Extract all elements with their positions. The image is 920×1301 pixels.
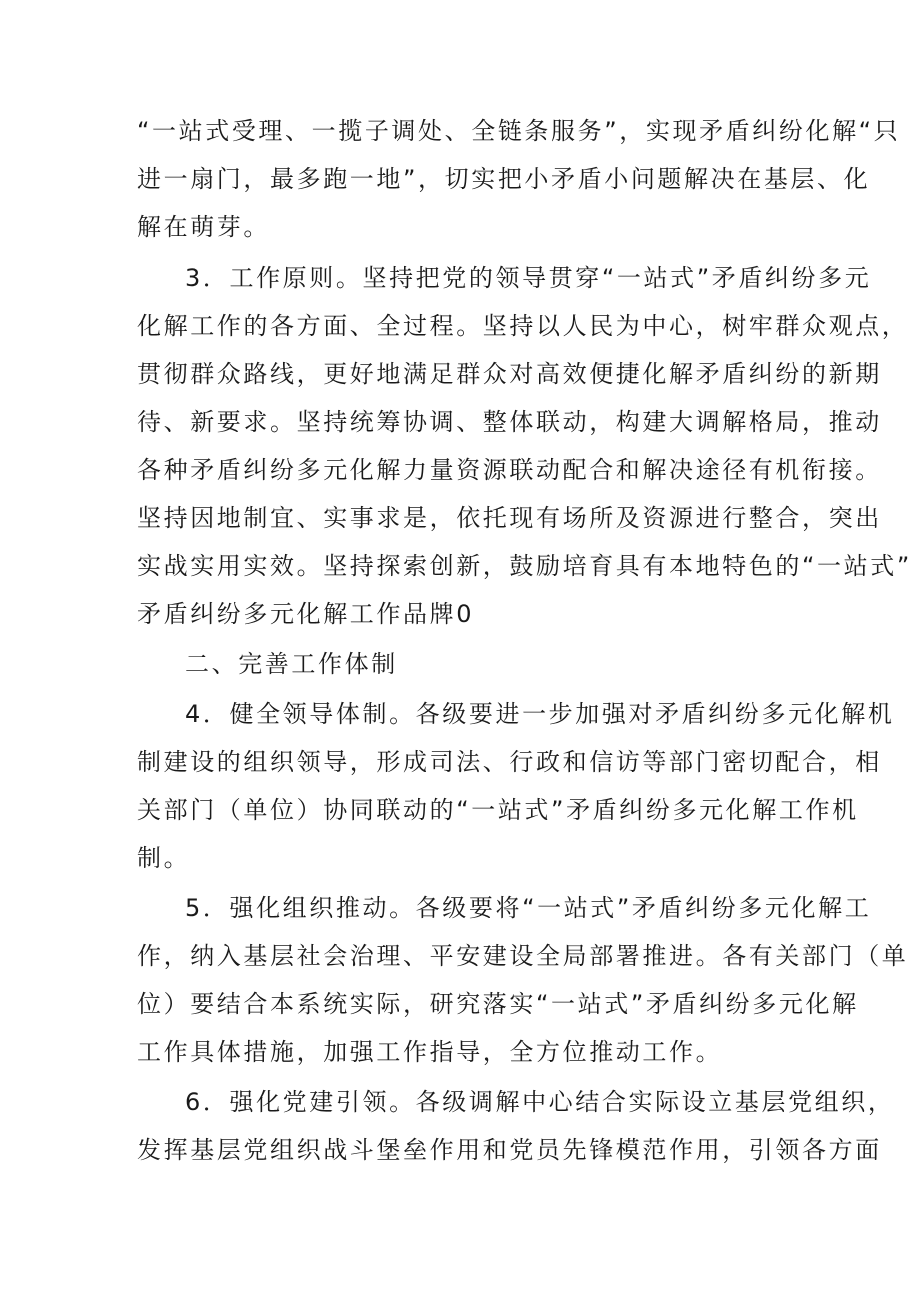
text-line: 制。 — [137, 844, 191, 872]
text-line: 化解工作的各方面、全过程。坚持以人民为中心，树牢群众观点， — [137, 312, 909, 340]
text-line: 位）要结合本系统实际，研究落实“一站式”矛盾纠纷多元化解 — [137, 990, 859, 1018]
text-line: 关部门（单位）协同联动的“一站式”矛盾纠纷多元化解工作机 — [137, 796, 859, 824]
text-line: 贯彻群众路线，更好地满足群众对高效便捷化解矛盾纠纷的新期 — [137, 360, 882, 388]
text-line: 矛盾纠纷多元化解工作品牌0 — [137, 600, 475, 628]
text-line: 实战实用实效。坚持探索创新，鼓励培育具有本地特色的“一站式” — [137, 552, 912, 580]
paragraph-6-start: 6．强化党建引领。各级调解中心结合实际设立基层党组织， — [185, 1088, 895, 1116]
text-line: 工作具体措施，加强工作指导，全方位推动工作。 — [137, 1038, 723, 1066]
text-line: 待、新要求。坚持统筹协调、整体联动，构建大调解格局，推动 — [137, 408, 882, 436]
section-heading: 二、完善工作体制 — [185, 650, 398, 678]
paragraph-4-start: 4．健全领导体制。各级要进一步加强对矛盾纠纷多元化解机 — [185, 700, 895, 728]
text-line: 解在萌芽。 — [137, 213, 270, 241]
text-line: 发挥基层党组织战斗堡垒作用和党员先锋模范作用，引领各方面 — [137, 1136, 882, 1164]
text-line: 进一扇门，最多跑一地”，切实把小矛盾小问题解决在基层、化 — [137, 165, 871, 193]
text-line: 作，纳入基层社会治理、平安建设全局部署推进。各有关部门（单 — [137, 942, 909, 970]
paragraph-5-start: 5．强化组织推动。各级要将“一站式”矛盾纠纷多元化解工 — [185, 894, 872, 922]
paragraph-3-start: 3．工作原则。坚持把党的领导贯穿“一站式”矛盾纠纷多元 — [185, 264, 872, 292]
text-line: 各种矛盾纠纷多元化解力量资源联动配合和解决途径有机衔接。 — [137, 456, 882, 484]
text-line: 坚持因地制宜、实事求是，依托现有场所及资源进行整合，突出 — [137, 504, 882, 532]
text-line: “一站式受理、一揽子调处、全链条服务”，实现矛盾纠纷化解“只 — [137, 117, 901, 145]
text-line: 制建设的组织领导，形成司法、行政和信访等部门密切配合，相 — [137, 748, 882, 776]
